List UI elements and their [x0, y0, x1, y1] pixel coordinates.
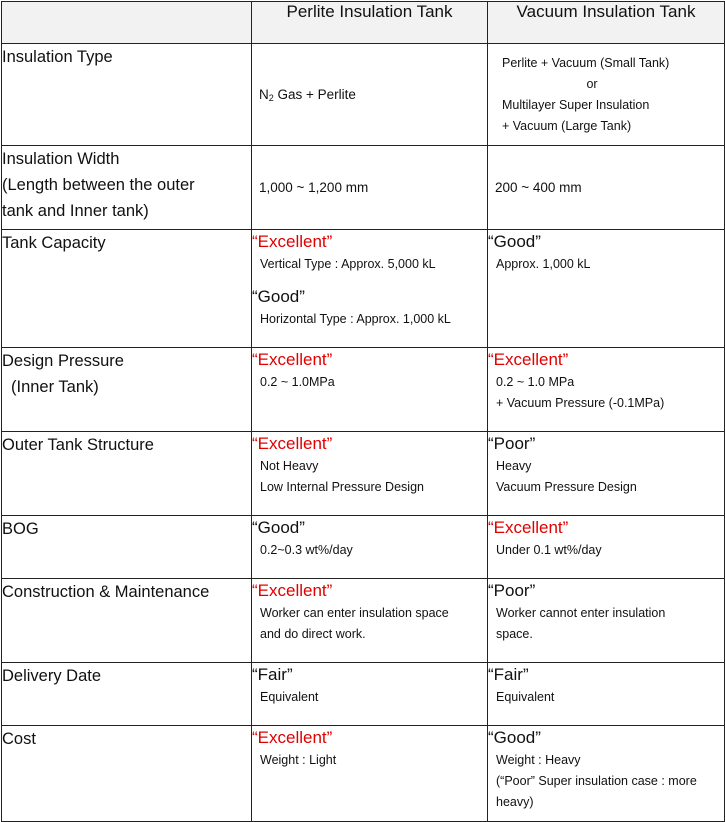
detail-text: Equivalent [496, 690, 555, 704]
vacuum-cell [488, 663, 725, 726]
detail-text: Low Internal Pressure Design [260, 480, 424, 494]
rating-excellent: “Excellent” [488, 350, 569, 369]
vacuum-cell [488, 348, 725, 432]
header-perlite: Perlite Insulation Tank [252, 2, 488, 44]
row-construction [2, 579, 725, 663]
rating-excellent: “Excellent” [488, 518, 569, 537]
vacuum-line: Multilayer Super Insulation [502, 97, 650, 112]
row-design-pressure [2, 348, 725, 432]
rating-good: “Good” [252, 287, 305, 306]
perlite-cell [252, 146, 488, 230]
perlite-value: $N_2$ Gas + Perlite [259, 86, 356, 103]
detail-text: heavy) [496, 795, 534, 809]
rating-fair: “Fair” [252, 665, 293, 684]
row-cost [2, 726, 725, 822]
row-bog [2, 516, 725, 579]
detail-text: Worker can enter insulation space [260, 606, 449, 620]
rating-poor: “Poor” [488, 581, 536, 600]
vacuum-cell [488, 432, 725, 516]
rating-excellent: “Excellent” [252, 581, 333, 600]
vacuum-cell [488, 44, 725, 146]
row-label: Cost [2, 726, 252, 822]
row-label: Insulation Type [2, 44, 252, 146]
perlite-cell [252, 516, 488, 579]
perlite-value: 1,000 ~ 1,200 mm [259, 180, 369, 195]
vacuum-cell [488, 146, 725, 230]
detail-text: (“Poor” Super insulation case : more [496, 774, 697, 788]
rating-excellent: “Excellent” [252, 232, 333, 251]
perlite-cell [252, 44, 488, 146]
detail-text: 0.2 ~ 1.0 MPa [496, 375, 575, 389]
rating-good: “Good” [488, 728, 541, 747]
row-insulation-type [2, 44, 725, 146]
detail-text: Worker cannot enter insulation [496, 606, 666, 620]
row-label: Design Pressure (Inner Tank) [2, 348, 252, 432]
row-label: Construction & Maintenance [2, 579, 252, 663]
row-label: Outer Tank Structure [2, 432, 252, 516]
header-row [2, 2, 725, 44]
header-vacuum: Vacuum Insulation Tank [488, 2, 725, 44]
detail-text: Not Heavy [260, 459, 319, 473]
detail-text: Horizontal Type : Approx. 1,000 kL [260, 312, 451, 326]
detail-text: Heavy [496, 459, 532, 473]
perlite-cell [252, 663, 488, 726]
rating-good: “Good” [252, 518, 305, 537]
vacuum-cell [488, 579, 725, 663]
detail-text: 0.2~0.3 wt%/day [260, 543, 353, 557]
rating-fair: “Fair” [488, 665, 529, 684]
comparison-table [1, 1, 725, 822]
detail-text: Approx. 1,000 kL [496, 257, 591, 271]
detail-text: Vacuum Pressure Design [496, 480, 637, 494]
perlite-cell [252, 726, 488, 822]
row-outer-tank [2, 432, 725, 516]
rating-excellent: “Excellent” [252, 434, 333, 453]
detail-text: Weight : Heavy [496, 753, 581, 767]
perlite-cell [252, 579, 488, 663]
rating-excellent: “Excellent” [252, 728, 333, 747]
row-insulation-width [2, 146, 725, 230]
vacuum-cell [488, 516, 725, 579]
detail-text: Vertical Type : Approx. 5,000 kL [260, 257, 436, 271]
vacuum-value: 200 ~ 400 mm [495, 180, 582, 195]
vacuum-line: Perlite + Vacuum (Small Tank) [502, 55, 670, 70]
detail-text: and do direct work. [260, 627, 366, 641]
detail-text: Weight : Light [260, 753, 337, 767]
vacuum-cell [488, 726, 725, 822]
perlite-cell [252, 230, 488, 348]
detail-text: Equivalent [260, 690, 319, 704]
detail-text: 0.2 ~ 1.0MPa [260, 375, 335, 389]
vacuum-cell [488, 230, 725, 348]
header-blank [2, 2, 252, 44]
detail-text: Under 0.1 wt%/day [496, 543, 602, 557]
vacuum-line: or [586, 76, 598, 91]
row-label: Insulation Width (Length between the outer tank and Inner tank) [2, 146, 252, 230]
row-delivery [2, 663, 725, 726]
rating-excellent: “Excellent” [252, 350, 333, 369]
detail-text: + Vacuum Pressure (-0.1MPa) [496, 396, 665, 410]
rating-poor: “Poor” [488, 434, 536, 453]
rating-good: “Good” [488, 232, 541, 251]
row-label: Delivery Date [2, 663, 252, 726]
vacuum-line: + Vacuum (Large Tank) [502, 118, 632, 133]
row-tank-capacity [2, 230, 725, 348]
perlite-cell [252, 432, 488, 516]
row-label: BOG [2, 516, 252, 579]
row-label: Tank Capacity [2, 230, 252, 348]
detail-text: space. [496, 627, 533, 641]
perlite-cell [252, 348, 488, 432]
